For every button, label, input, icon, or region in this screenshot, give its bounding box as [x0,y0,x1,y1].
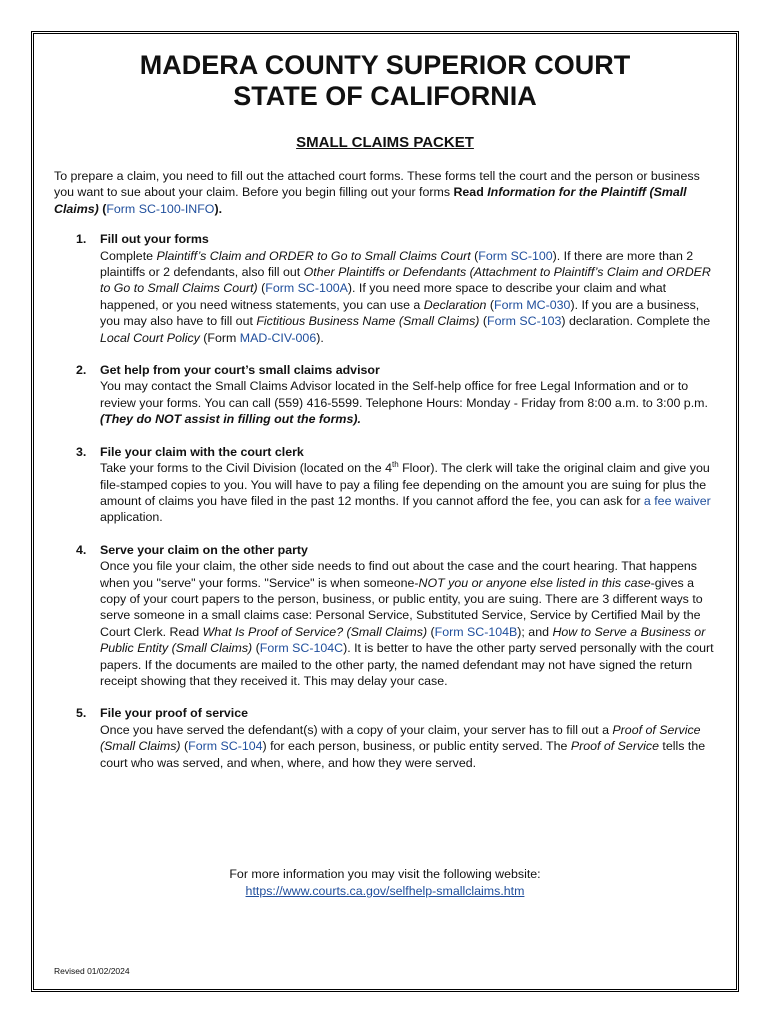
step-text: Once you file your claim, the other side needs to find out about the case and the court hearing. That happens when you "serve" your forms. "Service" is when someone- [100,559,697,590]
packet-title: SMALL CLAIMS PACKET [296,134,474,151]
intro-read: Read [453,185,488,200]
step-heading: File your claim with the court clerk [100,444,304,459]
form-title: Local Court Policy [100,330,200,345]
step-text: -gives a copy of your court papers to the person, business, or public entity, you are suing. There are 3 different ways to serve someone in a small claims case: Personal Service, Substituted Service, Service by Certified Mail by the Court Clerk. Read [100,575,703,639]
step-heading: Serve your claim on the other party [100,542,308,557]
step-text: application. [100,510,163,525]
intro-info-title: Information for the Plaintiff (Small Claims) [54,185,687,216]
step-text: Complete [100,248,157,263]
step-text: Floor). The clerk will take the original claim and give you file-stamped copies to you. You will have to pay a filing fee depending on the amount you are suing for plus the amount of claims you have filed in the past 12 months. If you cannot afford the fee, you can ask for [100,461,710,508]
step-text: ( [486,297,495,312]
intro-paren-open: ( [98,201,107,216]
step-number: 4. [76,542,87,557]
step-text: ). If you need more space to describe your claim and what happened, or you need witness statements, you can use a [100,281,667,312]
step-text: ). If you are a business, you may also have to fill out [100,297,700,329]
form-title: Declaration [423,297,487,312]
form-sc-100-link[interactable]: Form SC-100 [478,248,553,263]
step-number: 3. [76,444,87,459]
step-text: ( [427,624,435,639]
form-sc-104-link[interactable]: Form SC-104 [188,739,263,754]
steps-list [54,231,716,771]
step-text: ( [257,281,266,296]
intro-paren-close: ). [214,201,223,216]
fee-waiver-link[interactable]: a fee waiver [643,493,711,508]
step-number: 2. [76,363,87,378]
step-item [54,542,716,690]
step-text: ( [479,314,488,329]
step-text: ). [316,330,324,345]
self-help-website-link[interactable]: https://www.courts.ca.gov/selfhelp-smallclaims.htm [245,884,525,898]
step-emphasis: (They do NOT assist in filling out the forms). [100,412,361,427]
step-heading: File your proof of service [100,706,249,721]
step-text: Once you have served the defendant(s) with a copy of your claim, your server has to fill out a [100,722,613,737]
step-text: Take your forms to the Civil Division (located on the 4 [100,461,392,476]
step-heading: Get help from your court’s small claims advisor [100,363,380,378]
step-number: 5. [76,706,87,721]
step-text: ( [252,641,260,656]
step-item [54,231,716,346]
form-sc-103-link[interactable]: Form SC-103 [487,314,562,329]
form-sc-104c-link[interactable]: Form SC-104C [259,641,344,656]
step-text: ). If there are more than 2 plaintiffs or 2 defendants, also fill out [100,248,694,280]
step-text: You may contact the Small Claims Advisor located in the Self-help office for free Legal Information and or to review your forms. You can call (559) 416-5599. Telephone Hours: Monday - Friday from 8:00 a.m. to 3:00 p.m. [100,379,708,410]
superscript: th [392,459,399,469]
step-text: ) declaration. Complete the [561,314,711,329]
state-name: STATE OF CALIFORNIA [233,81,537,111]
step-emphasis: NOT you or anyone else listed in this case [418,575,651,590]
form-title: Proof of Service [570,739,659,754]
step-text: ( [470,248,479,263]
form-title: Other Plaintiffs or Defendants (Attachment to Plaintiff’s Claim and ORDER to Go to Small Claims Court) [100,265,711,296]
form-title: Plaintiff’s Claim and ORDER to Go to Small Claims Court [156,248,471,263]
court-name: MADERA COUNTY SUPERIOR COURT [139,50,631,80]
step-item [54,705,716,771]
form-sc-100-info-link[interactable]: Form SC-100-INFO [106,201,215,216]
step-text: ); and [517,624,553,639]
form-title: Proof of Service (Small Claims) [100,722,701,754]
step-number: 1. [76,232,87,247]
step-item [54,362,716,428]
form-title: Fictitious Business Name (Small Claims) [256,314,480,329]
form-sc-104b-link[interactable]: Form SC-104B [434,624,518,639]
intro-paragraph [54,168,716,217]
document-body [54,46,716,787]
step-text: ) for each person, business, or public entity served. The [262,739,571,754]
more-info-text: For more information you may visit the following website: [229,867,541,881]
form-mc-030-link[interactable]: Form MC-030 [494,297,571,312]
step-text: ( [180,739,189,754]
form-title: What Is Proof of Service? (Small Claims) [202,624,428,639]
intro-text: To prepare a claim, you need to fill out the attached court forms. These forms tell the court and the person or business you want to sue about your claim. Before you begin filling out your forms [54,169,700,200]
step-heading: Fill out your forms [100,232,209,247]
court-title [54,50,716,112]
form-mad-civ-006-link[interactable]: MAD-CIV-006 [239,330,317,345]
step-text: (Form [199,330,240,345]
more-info-block [54,866,716,900]
step-text: ). It is better to have the other party served personally with the court papers. If the documents are mailed to the other party, the named defendant may not have signed the return receipt showing that they received it. This may delay your case. [100,641,714,688]
form-sc-100a-link[interactable]: Form SC-100A [265,281,348,296]
step-item [54,444,716,526]
step-text: tells the court who was served, and when, where, and how they were served. [100,739,706,770]
revised-date: Revised 01/02/2024 [54,966,130,976]
form-title: How to Serve a Business or Public Entity (Small Claims) [100,624,706,656]
